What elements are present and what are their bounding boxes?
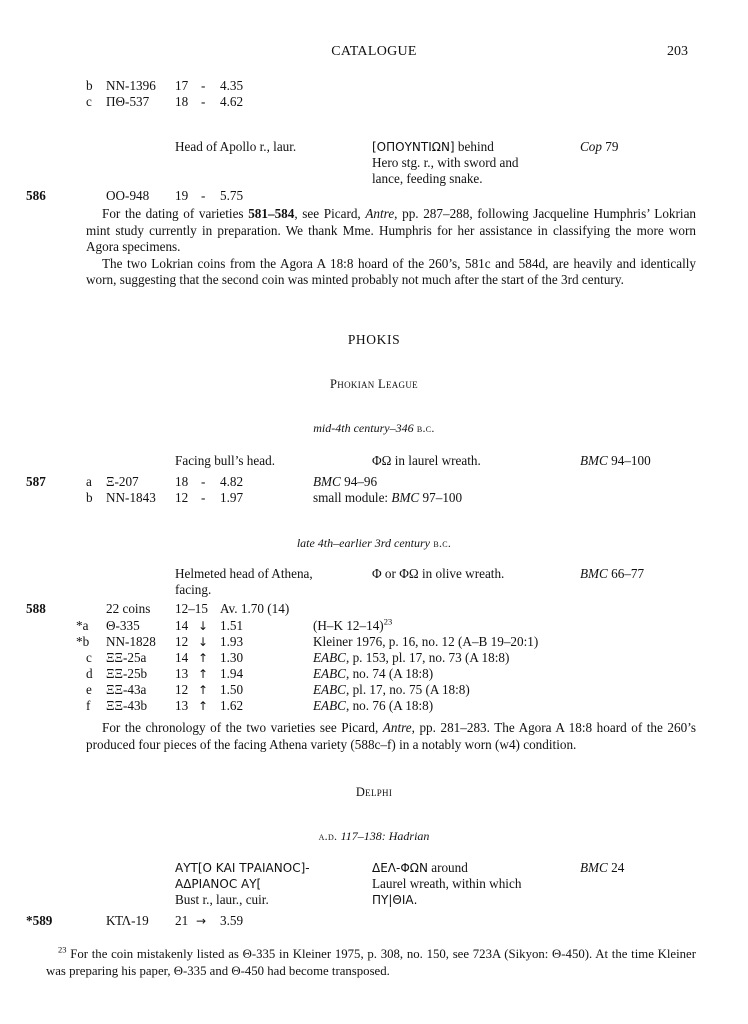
commentary-paragraph: The two Lokrian coins from the Agora A 18:8 hoard of the 260’s, 581c and 584d, are heavily and identically worn, suggesting that the second coin was minted probably not much after the start of the 3rd century. [86,255,696,287]
text-run: For the dating of varieties [102,206,249,221]
variety-letter: d [86,666,93,681]
coin-size: 18 [175,474,189,489]
reference-source: EABC [313,698,346,713]
coin-weight: 1.93 [220,634,244,649]
reference-number: 94–100 [607,453,651,468]
reverse-line-3: ΠΥ|ΘΙΑ. [372,893,418,907]
die-axis-arrow: ↓ [198,619,209,633]
coin-size: 19 [175,188,189,203]
inventory-number: NN-1843 [106,490,156,505]
row-reference [313,682,470,698]
obverse-description-cont: facing. [175,582,212,597]
date-range: late 4th–earlier 3rd century [296,536,431,550]
reference-detail: , no. 76 (A 18:8) [345,698,434,713]
commentary [86,720,696,753]
inventory-number: ΞΞ-25a [106,650,147,665]
reference-source: BMC [580,453,608,468]
reverse-line-1-text: behind [454,139,494,154]
inventory-number: Θ-335 [106,618,140,633]
coin-size: 18 [175,94,189,109]
reverse-legend: ΔΕΛ-ΦΩΝ [372,861,428,875]
coin-size: 12 [175,634,189,649]
die-axis-arrow: → [196,914,207,928]
page-number: 203 [667,44,688,59]
footnote-marker: 23 [58,944,67,955]
row-reference: Kleiner 1976, p. 16, no. 12 (A–B 19–20:1) [313,634,539,649]
coin-weight: 1.94 [220,666,244,681]
obverse-description: Head of Apollo r., laur. [175,139,297,154]
reference-detail: 94–96 [340,474,378,489]
entry-number: *589 [26,913,53,928]
obverse-description: Facing bull’s head. [175,453,275,468]
reference-source: BMC [580,860,608,875]
row-reference [313,666,433,682]
coin-weight: 3.59 [220,913,244,928]
reverse-line-2: Hero stg. r., with sword and [372,155,519,170]
die-axis-arrow: ↓ [198,635,209,649]
text-run: For the chronology of the two varieties see Picard, [102,720,383,735]
inventory-number: ΠΘ-537 [106,94,150,109]
entry-number: 588 [26,601,46,616]
inventory-number: ΞΞ-43b [106,698,148,713]
inventory-number: ΞΞ-43a [106,682,147,697]
coin-size: 13 [175,698,189,713]
reference-source: EABC [313,682,346,697]
coin-size: 14 [175,650,189,665]
obverse-description: Helmeted head of Athena, [175,566,313,581]
reverse-legend: [ΟΠΟΥΝΤΙΩΝ] [372,140,455,154]
date-heading [0,828,748,844]
reference-source: EABC [313,650,346,665]
reverse-line-1 [372,139,494,155]
reference-number: 24 [607,860,625,875]
coin-weight: 1.50 [220,682,244,697]
reference-source: BMC [580,566,608,581]
date-heading [0,420,748,436]
coin-weight: 4.35 [220,78,244,93]
subsection-title: Delphi [355,785,393,799]
coin-weight: 1.62 [220,698,244,713]
reverse-line-3: lance, feeding snake. [372,171,483,186]
variety-letter: b [86,490,93,505]
inventory-number: ΚΤΛ-19 [106,913,149,928]
catalogue-reference [580,139,618,155]
size-range: 12–15 [175,601,208,616]
inventory-number: OO-948 [106,188,150,203]
footnote-text [46,946,696,979]
inventory-number: NN-1396 [106,78,156,93]
inventory-number: NN-1828 [106,634,156,649]
row-reference [313,618,392,634]
row-reference [313,650,509,666]
row-reference [313,698,433,714]
separator: - [201,94,206,109]
reference-detail: (H–K 12–14) [313,618,384,633]
text-run-italic: Antre [365,206,395,221]
coin-weight: 1.51 [220,618,244,633]
footnote-body: For the coin mistakenly listed as Θ-335 in Kleiner 1975, p. 308, no. 150, see 723A (Sikyon: Θ-450). At the time Kleiner was preparing his paper, Θ-335 and Θ-450 had become transposed. [46,947,696,978]
separator: - [201,474,206,489]
coin-weight: 4.82 [220,474,244,489]
variety-letter: e [86,682,92,697]
reference-detail: small module: [313,490,392,505]
reverse-description: ΦΩ in laurel wreath. [372,453,481,468]
coin-size: 13 [175,666,189,681]
footnote [46,946,696,979]
coin-size: 12 [175,490,189,505]
reference-source: EABC [313,666,346,681]
separator: - [201,78,206,93]
row-reference [313,490,462,506]
reference-detail: , pl. 17, no. 75 (A 18:8) [345,682,470,697]
variety-letter: c [86,94,92,109]
running-title: CATALOGUE [331,44,417,59]
catalogue-reference [580,566,644,582]
coin-weight: 5.75 [220,188,244,203]
separator: - [201,490,206,505]
reference-detail: , p. 153, pl. 17, no. 73 (A 18:8) [345,650,510,665]
reference-source: BMC [313,474,341,489]
footnote-marker: 23 [383,616,393,627]
text-run-bold: 581–584 [248,206,295,221]
coin-weight: 1.97 [220,490,244,505]
obverse-description: Bust r., laur., cuir. [175,892,269,907]
entry-number: 587 [26,474,46,489]
inventory-number: ΞΞ-25b [106,666,148,681]
variety-letter: b [86,78,93,93]
coin-size: 21 [175,913,189,928]
reference-source: BMC [391,490,420,505]
text-run: , pp. 281–283. The Agora A 18:8 hoard of the 260’s produced four pieces of the facing Athena variety (588c–f) in a notably worn (w4) condition. [86,720,697,752]
text-run: , pp. 287–288, following Jacqueline Humphris’ Lokrian mint study currently in preparation. We thank Mme. Humphris for her assistance in classifying the more worn Agora specimens. [86,206,697,254]
obverse-legend-2: ΑΔΡΙΑΝΟC ΑΥ[ [175,877,262,891]
commentary-paragraph [86,720,696,753]
die-axis-arrow: ↑ [198,651,209,665]
reference-number: 66–77 [607,566,645,581]
variety-letter: *b [76,634,90,649]
coin-count: 22 coins [106,601,151,616]
reference-number: 97–100 [419,490,463,505]
variety-letter: a [86,474,92,489]
entry-number: 586 [26,188,46,203]
average-weight: Av. 1.70 (14) [220,601,290,616]
separator: - [201,188,206,203]
era: a.d. [318,829,341,843]
date-range: 117–138: Hadrian [340,829,430,843]
coin-size: 12 [175,682,189,697]
reverse-line-2: Laurel wreath, within which [372,876,522,891]
coin-size: 14 [175,618,189,633]
era: b.c. [430,536,452,550]
coin-weight: 4.62 [220,94,244,109]
reference-number: 79 [601,139,619,154]
subsection-title: Phokian League [330,377,418,391]
reverse-line-1 [372,860,468,876]
variety-letter: *a [76,618,89,633]
date-range: mid-4th century–346 [313,421,414,435]
reference-detail: , no. 74 (A 18:8) [345,666,434,681]
reverse-description: Φ or ΦΩ in olive wreath. [372,566,505,581]
die-axis-arrow: ↑ [198,667,209,681]
die-axis-arrow: ↑ [198,683,209,697]
inventory-number: Ξ-207 [106,474,139,489]
section-title: PHOKIS [347,332,401,347]
obverse-legend-1: ΑΥΤ[Ο ΚΑΙ ΤΡΑΙΑΝΟC]- [175,861,310,875]
reference-source: Cop [580,139,602,154]
variety-letter: f [86,698,91,713]
text-run-italic: Antre [382,720,412,735]
row-reference [313,474,377,490]
coin-weight: 1.30 [220,650,244,665]
catalogue-reference [580,453,651,469]
catalogue-reference [580,860,624,876]
die-axis-arrow: ↑ [198,699,209,713]
coin-size: 17 [175,78,189,93]
reverse-line-1-text: around [427,860,468,875]
variety-letter: c [86,650,92,665]
text-run: , see Picard, [294,206,366,221]
commentary-paragraph [86,206,696,256]
commentary [86,206,696,289]
era: b.c. [413,421,435,435]
date-heading [0,535,748,551]
